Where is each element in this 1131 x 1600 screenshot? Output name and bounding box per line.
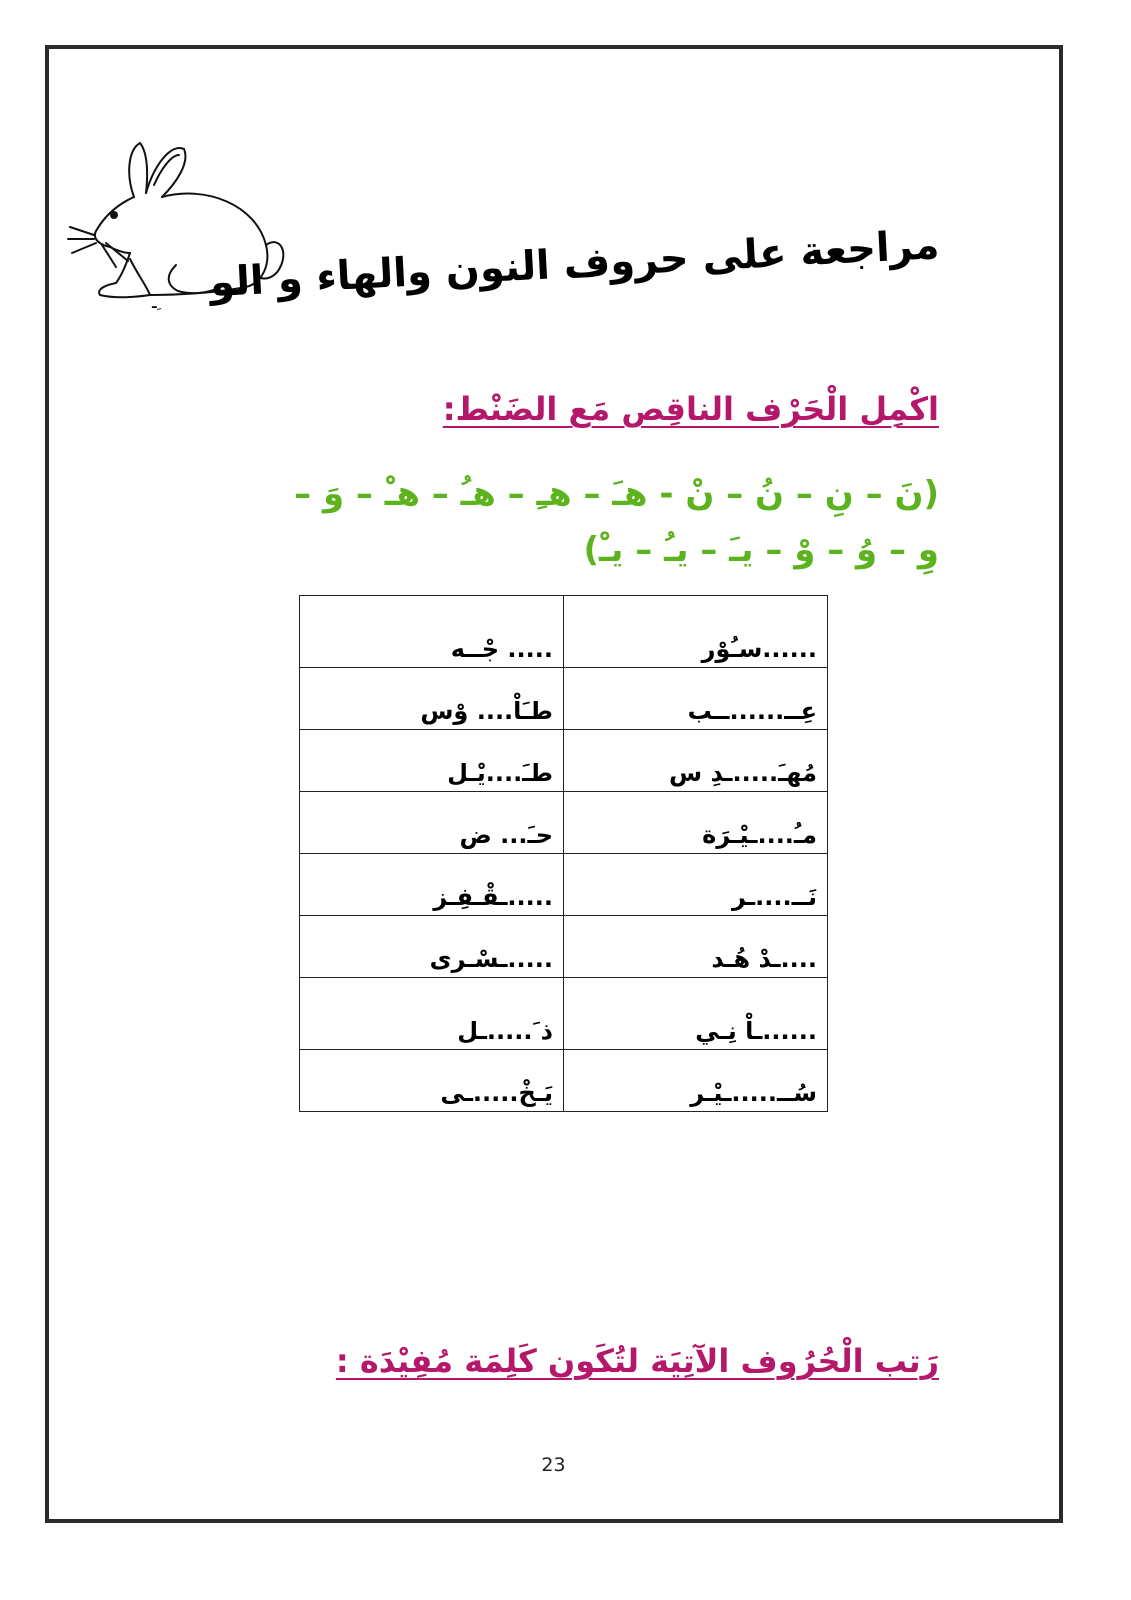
table-row	[300, 854, 828, 916]
table-row	[300, 1050, 828, 1112]
word-cell[interactable]: مُهـَ.....ـدِ س	[564, 730, 828, 792]
section-heading-complete-letter: اكْمِل الْحَرْف الناقِص مَع الضَنْط:	[442, 390, 939, 428]
table-row	[300, 668, 828, 730]
section-heading-arrange-letters: رَتب الْحُرُوف الآتِيَة لتُكَون كَلِمَة مُفِيْدَة :	[335, 1342, 939, 1380]
word-cell[interactable]: نَــ....ـر	[564, 854, 828, 916]
word-cell[interactable]: حـَ... ض	[300, 792, 564, 854]
page-title: مراجعة على حروف النون والهاء و الو	[208, 222, 941, 307]
letter-options	[159, 466, 939, 578]
word-cell[interactable]: يَـخْ.....ـى	[300, 1050, 564, 1112]
word-cell[interactable]: ......سـُوْر	[564, 596, 828, 668]
word-cell[interactable]: سُــ.....ـيْـر	[564, 1050, 828, 1112]
word-cell[interactable]: .....ـسْـرى	[300, 916, 564, 978]
table-row	[300, 978, 828, 1050]
word-cell[interactable]: ذ َ.....ـل	[300, 978, 564, 1050]
word-cell[interactable]: ......ـاْ نِـي	[564, 978, 828, 1050]
table-row	[300, 730, 828, 792]
letter-options-line-2: وِ – وُ – وْ – يـَ – يـُ – يـْ)	[583, 530, 939, 570]
page-number: 23	[541, 1454, 566, 1476]
word-cell[interactable]: طـَ....يْـل	[300, 730, 564, 792]
table-row	[300, 916, 828, 978]
table-row	[300, 596, 828, 668]
title-overflow-marks: ـ ِ	[152, 296, 162, 312]
word-cell[interactable]: .....ـقْـفِـز	[300, 854, 564, 916]
letter-options-line-1: (نَ – نِ – نُ – نْ - هـَ – هـِ – هـُ – هـْ – وَ –	[294, 474, 939, 514]
word-cell[interactable]: ....ـدْ هُـد	[564, 916, 828, 978]
word-cell[interactable]: طـَاْ.... وْس	[300, 668, 564, 730]
word-cell[interactable]: مـُ....ـيْـرَة	[564, 792, 828, 854]
word-cell[interactable]: ..... جْــه	[300, 596, 564, 668]
word-completion-table	[299, 595, 828, 1112]
word-cell[interactable]: عِــ......ــب	[564, 668, 828, 730]
table-row	[300, 792, 828, 854]
